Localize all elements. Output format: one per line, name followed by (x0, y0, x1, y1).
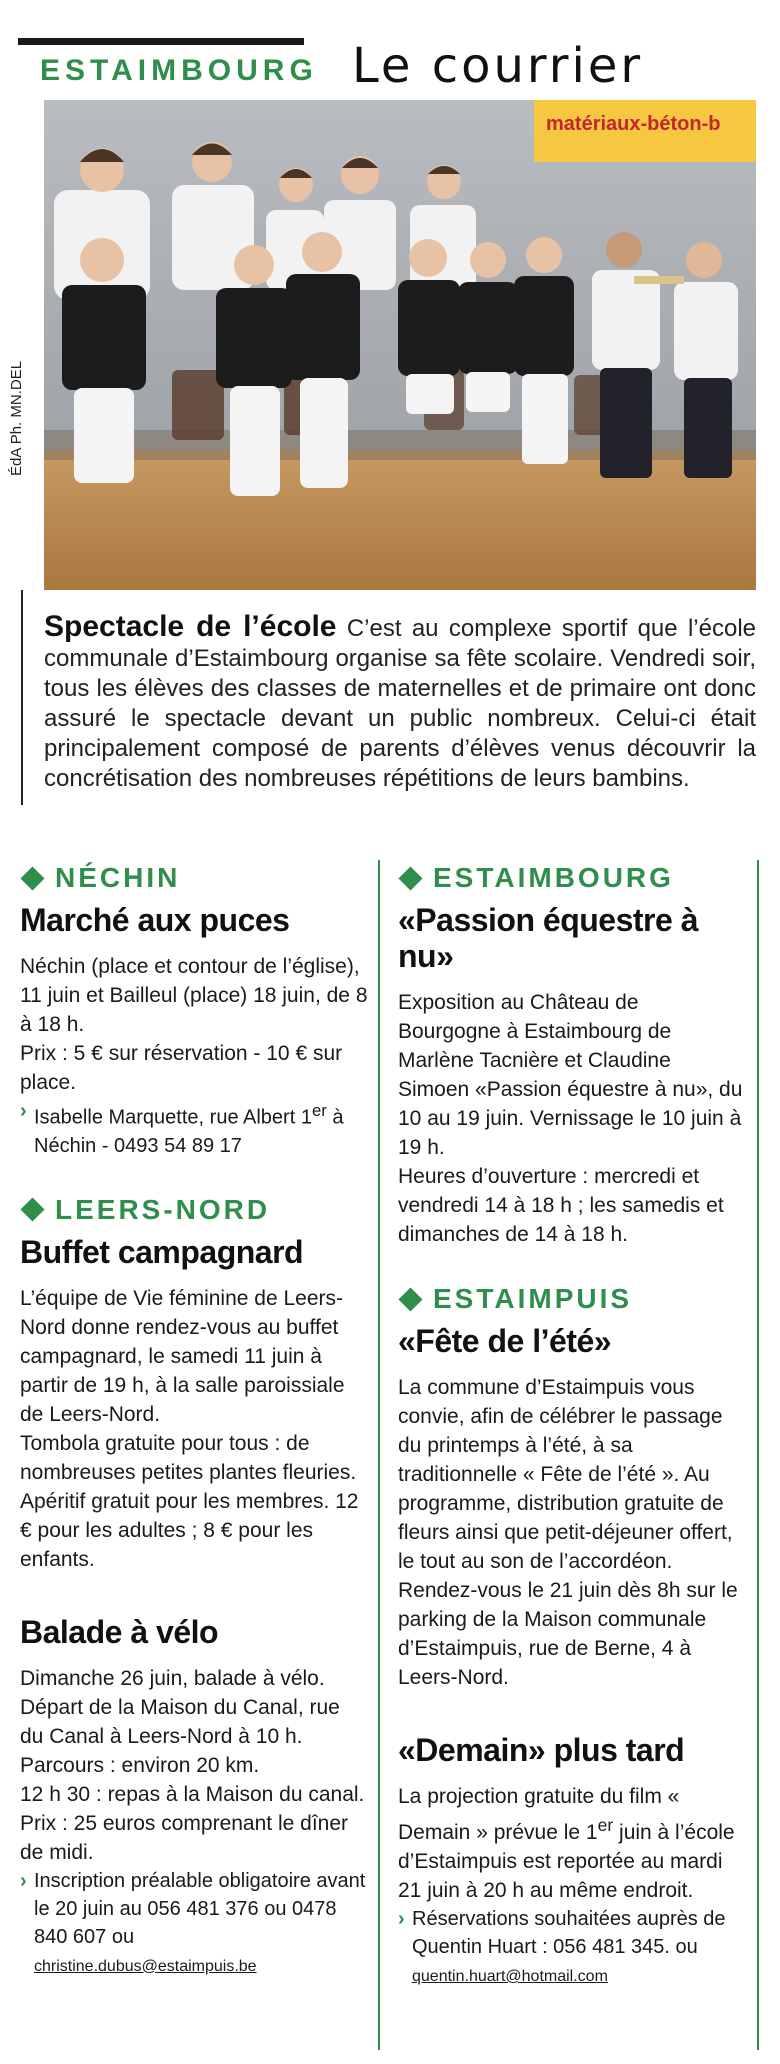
article-body (20, 952, 368, 1097)
article-body (398, 988, 746, 1249)
article-body (20, 1284, 368, 1574)
locality-label: ESTAIMPUIS (433, 1283, 633, 1314)
right-column (398, 862, 746, 1991)
article-body (398, 1782, 746, 1905)
photo-credit: ÉdA Ph. MN.DEL (8, 360, 25, 476)
diamond-icon (20, 1198, 44, 1222)
column-divider (378, 860, 380, 2050)
caption-text: C’est au complexe sportif que l’école communale d’Estaimbourg organise sa fête scolaire. Vendredi soir, tous les élèves des classes de maternelles et de primaire ont donc assuré le spectacle devant un public nombreux. Celui-ci était principalement composé de parents d’élèves venus découvrir la concrétisation des nombreuses répétitions de leurs bambins. (44, 615, 756, 792)
headline-fete-de-l-ete: «Fête de l’été» (398, 1323, 612, 1359)
paragraph: Prix : 5 € sur réservation - 10 € sur place. (20, 1042, 343, 1094)
headline-passion-equestre: «Passion équestre à nu» (398, 902, 698, 974)
newspaper-title: Le courrier (352, 38, 644, 94)
contact-line (20, 1097, 368, 1160)
diamond-icon (20, 866, 44, 890)
caption-title: Spectacle de l’école (44, 610, 337, 643)
paragraph: Exposition au Château de Bourgogne à Estaimbourg de Marlène Tacnière et Claudine Simoen «Passion équestre à nu», du 10 au 19 juin. Vernissage le 10 juin à 19 h. (398, 991, 743, 1159)
paragraph: Dimanche 26 juin, balade à vélo. Départ de la Maison du Canal, rue du Canal à Leers-Nord à 10 h. (20, 1666, 340, 1748)
arrow-icon: › (398, 1908, 405, 1930)
paragraph: Néchin (place et contour de l’église), 11 juin et Bailleul (place) 18 juin, de 8 à 18 h. (20, 955, 368, 1036)
left-column (20, 862, 368, 1981)
diamond-icon (398, 866, 422, 890)
photo-caption (44, 612, 756, 794)
headline-buffet-campagnard: Buffet campagnard (20, 1233, 304, 1270)
email-link[interactable]: quentin.huart@hotmail.com (412, 1968, 608, 1985)
arrow-icon: › (20, 1869, 27, 1892)
paragraph: Parcours : environ 20 km. (20, 1753, 260, 1777)
right-border (757, 860, 759, 2050)
locality-leers-nord (20, 1194, 368, 1226)
article-body (20, 1664, 368, 1867)
locality-nechin (20, 862, 368, 894)
paragraph: Tombola gratuite pour tous : de nombreuses petites plantes fleuries. Apéritif gratuit pour les membres. 12 € pour les adultes ; 8 € pour les enfants. (20, 1431, 359, 1571)
banner-text: matériaux-béton-b (546, 113, 721, 135)
article-body (398, 1373, 746, 1692)
contact-line (398, 1905, 746, 1991)
headline-demain-plus-tard: «Demain» plus tard (398, 1732, 685, 1768)
contact-text: Réservations souhaitées auprès de Quentin Huart : 056 481 345. ou quentin.huart@hotmail.com (412, 1908, 726, 1985)
paragraph: La projection gratuite du film « Demain » prévue le 1er juin à l’école d’Estaimpuis est reportée au mardi 21 juin à 20 h au même endroit. (398, 1785, 735, 1902)
paragraph: Heures d’ouverture : mercredi et vendredi 14 à 18 h ; les samedis et dimanches de 14 à 18 h. (398, 1165, 724, 1246)
headline-balade-a-velo: Balade à vélo (20, 1613, 219, 1650)
paragraph: La commune d’Estaimpuis vous convie, afin de célébrer le passage du printemps à l’été, à sa traditionnelle « Fête de l’été ». Au programme, distribution gratuite de fleurs ainsi que petit-déjeuner offert, le tout au son de l’accordéon. Rendez-vous le 21 juin dès 8h sur le parking de la Maison communale d’Estaimpuis, rue de Berne, 4 à Leers-Nord. (398, 1376, 738, 1689)
caption-rule (21, 590, 23, 805)
contact-text: Isabelle Marquette, rue Albert 1er à Néchin - 0493 54 89 17 (34, 1101, 344, 1157)
arrow-icon: › (20, 1100, 27, 1122)
headline-marche-aux-puces: Marché aux puces (20, 902, 290, 938)
photo-illustration (44, 100, 756, 590)
section-label: ESTAIMBOURG (40, 54, 318, 87)
locality-estaimbourg (398, 862, 746, 894)
contact-line (20, 1867, 368, 1981)
locality-estaimpuis (398, 1283, 746, 1315)
diamond-icon (398, 1287, 422, 1311)
school-show-photo (44, 100, 756, 590)
paragraph: 12 h 30 : repas à la Maison du canal. Prix : 25 euros comprenant le dîner de midi. (20, 1782, 365, 1864)
header-rule (18, 38, 304, 45)
locality-label: NÉCHIN (55, 862, 181, 893)
email-link[interactable]: christine.dubus@estaimpuis.be (34, 1957, 257, 1975)
contact-text: Inscription préalable obligatoire avant le 20 juin au 056 481 376 ou 0478 840 607 ou christine.dubus@estaimpuis.be (34, 1869, 366, 1975)
locality-label: LEERS-NORD (55, 1193, 271, 1225)
locality-label: ESTAIMBOURG (433, 862, 674, 893)
paragraph: L’équipe de Vie féminine de Leers-Nord donne rendez-vous au buffet campagnard, le samedi 11 juin à partir de 19 h, à la salle paroissiale de Leers-Nord. (20, 1286, 345, 1426)
